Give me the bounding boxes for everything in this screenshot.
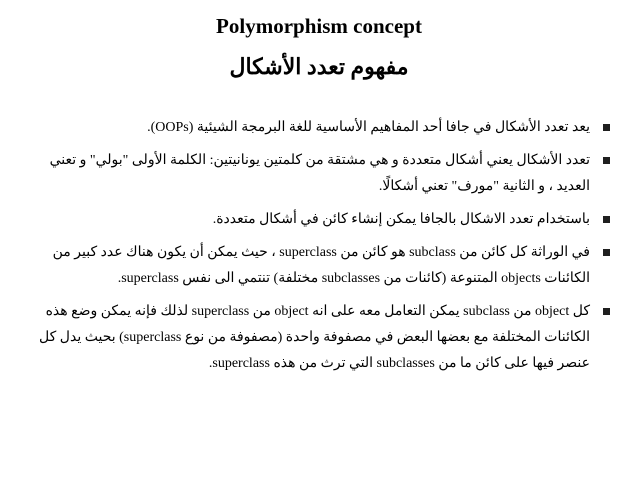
list-item: [38, 148, 610, 200]
bullet-text: في الوراثة كل كائن من subclass هو كائن من superclass ، حيث يمكن أن يكون هناك عدد كبير من الكائنات objects المتنوعة (كائنات من subclasses مختلفة) تنتمي الى نفس superclass.: [52, 245, 590, 286]
list-item: [38, 299, 610, 377]
bullet-list: [38, 115, 610, 384]
square-bullet-icon: [603, 216, 610, 223]
list-item: [38, 115, 610, 141]
bullet-text: كل object من subclass يمكن التعامل معه على انه object من superclass لذلك فإنه يمكن وضع هذه الكائنات المختلفة مع بعضها البعض في مصفوفة واحدة (مصفوفة من نوع superclass) بحيث يدل كل عنصر فيها على كائن ما من subclasses التي ترث من هذه superclass.: [39, 304, 590, 371]
square-bullet-icon: [603, 308, 610, 315]
list-item: [38, 240, 610, 292]
bullet-text: باستخدام تعدد الاشكال بالجافا يمكن إنشاء كائن في أشكال متعددة.: [212, 212, 590, 227]
slide-title-english: Polymorphism concept: [216, 14, 422, 38]
square-bullet-icon: [603, 124, 610, 131]
bullet-text: تعدد الأشكال يعني أشكال متعددة و هي مشتقة من كلمتين يونانيتين: الكلمة الأولى "بولي" و تعني العديد ، و الثانية "مورف" تعني أشكالًا.: [49, 153, 590, 194]
slide-title-arabic: مفهوم تعدد الأشكال: [229, 54, 409, 79]
square-bullet-icon: [603, 249, 610, 256]
list-item: [38, 207, 610, 233]
bullet-text: يعد تعدد الأشكال في جافا أحد المفاهيم الأساسية للغة البرمجة الشيئية (OOPs).: [147, 120, 590, 135]
square-bullet-icon: [603, 157, 610, 164]
